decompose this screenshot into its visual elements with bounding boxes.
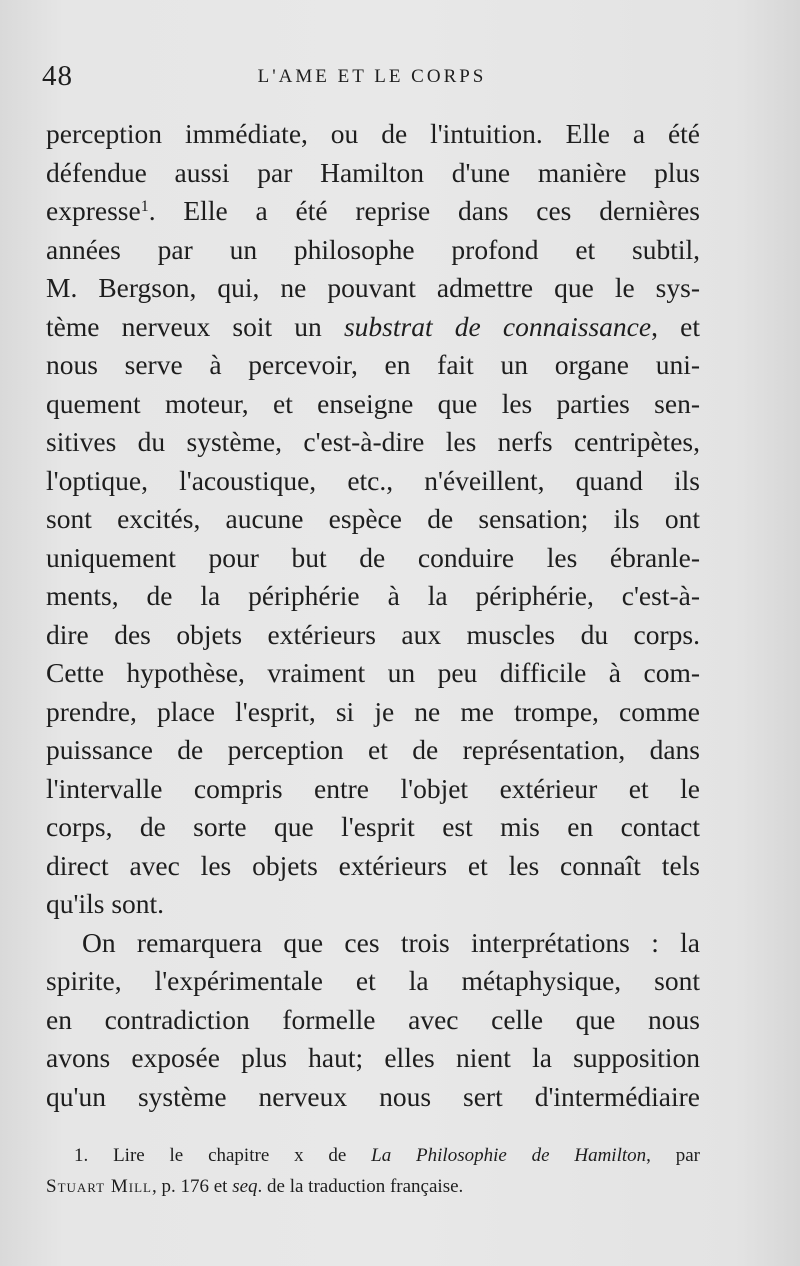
text-line: On remarquera que ces trois interprétations : la bbox=[82, 926, 700, 958]
page-header bbox=[42, 60, 702, 100]
text-segment: tème nerveux soit un bbox=[46, 310, 322, 342]
text-line: ments, de la périphérie à la périphérie, c'est-à- bbox=[46, 580, 700, 611]
text-line: l'optique, l'acoustique, etc., n'éveillent, quand ils bbox=[46, 464, 700, 496]
text-line: Cette hypothèse, vraiment un peu difficile à com- bbox=[46, 657, 700, 688]
text-line: prendre, place l'esprit, si je ne me trompe, comme bbox=[46, 695, 700, 727]
text-segment: . Elle a été reprise dans ces dernières bbox=[148, 195, 700, 226]
text-line: quement moteur, et enseigne que les parties sen- bbox=[46, 387, 700, 419]
text-line: spirite, l'expérimentale et la métaphysique, sont bbox=[46, 965, 700, 996]
text-line: sitives du système, c'est-à-dire les nerfs centripètes, bbox=[46, 426, 700, 457]
body-text bbox=[46, 115, 700, 1116]
page-number: 48 bbox=[42, 60, 73, 92]
footnote-line bbox=[46, 1140, 700, 1171]
text-line: puissance de perception et de représentation, dans bbox=[46, 734, 700, 765]
text-segment: , p. 176 et bbox=[151, 1176, 233, 1197]
text-line bbox=[46, 308, 700, 347]
text-segment: , et bbox=[651, 310, 700, 342]
text-line: avons exposée plus haut; elles nient la supposition bbox=[46, 1042, 700, 1073]
text-line: qu'ils sont. bbox=[46, 888, 165, 919]
text-line: uniquement pour but de conduire les ébranle- bbox=[46, 541, 700, 573]
footnote-reference: 1 bbox=[140, 198, 149, 215]
text-line: perception immédiate, ou de l'intuition. Elle a été bbox=[46, 118, 700, 149]
text-line: en contradiction formelle avec celle que nous bbox=[46, 1003, 700, 1035]
text-line: dire des objets extérieurs aux muscles du corps. bbox=[46, 618, 700, 650]
text-segment: expresse bbox=[46, 195, 141, 226]
text-line: direct avec les objets extérieurs et les connaît tels bbox=[46, 849, 700, 881]
text-line: l'intervalle compris entre l'objet extérieur et le bbox=[46, 772, 700, 804]
text-line: qu'un système nerveux nous sert d'intermédiaire bbox=[46, 1080, 700, 1112]
italic-abbrev: seq bbox=[232, 1176, 258, 1197]
footnote-line bbox=[46, 1171, 700, 1202]
text-line: nous serve à percevoir, en fait un organe uni- bbox=[46, 349, 700, 380]
text-line: sont excités, aucune espèce de sensation; ils ont bbox=[46, 503, 700, 534]
text-segment: , par bbox=[646, 1145, 700, 1166]
text-segment: . de la traduction française. bbox=[257, 1176, 464, 1197]
text-line: corps, de sorte que l'esprit est mis en contact bbox=[46, 811, 700, 842]
text-line bbox=[46, 192, 700, 231]
text-line: M. Bergson, qui, ne pouvant admettre que le sys- bbox=[46, 272, 700, 303]
footnote bbox=[46, 1140, 700, 1202]
book-title: La Philosophie de Hamilton bbox=[371, 1145, 647, 1166]
author-name: Stuart Mill bbox=[46, 1176, 152, 1197]
text-line: défendue aussi par Hamilton d'une manière plus bbox=[46, 156, 700, 188]
italic-phrase: substrat de connaissance bbox=[343, 310, 652, 342]
running-title: L'AME ET LE CORPS bbox=[257, 66, 487, 87]
text-line: années par un philosophe profond et subtil, bbox=[46, 233, 700, 265]
text-segment: 1. Lire le chapitre x de bbox=[74, 1145, 372, 1166]
